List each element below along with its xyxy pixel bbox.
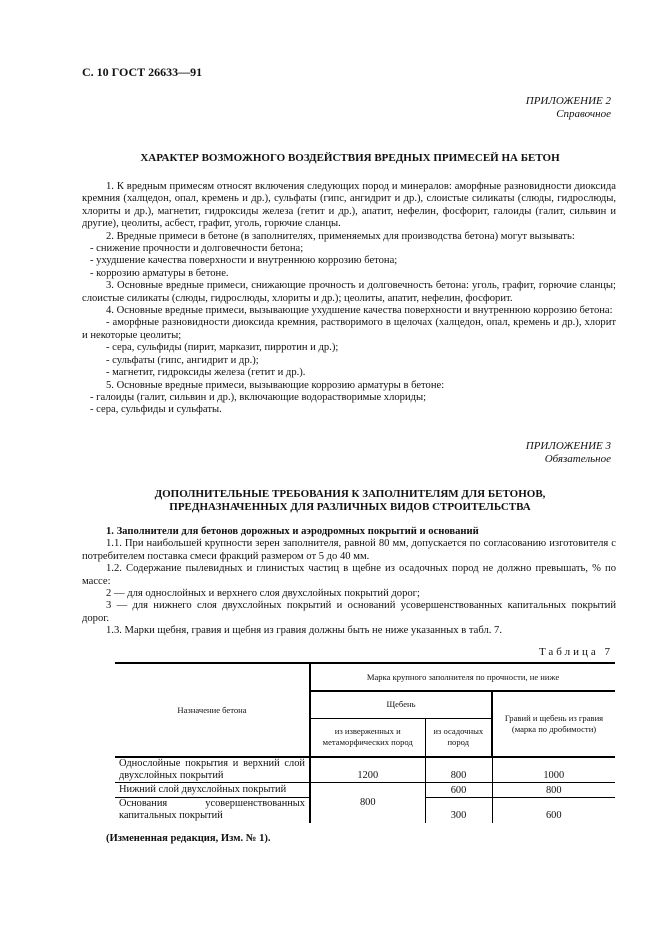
list-item: - ухудшение качества поверхности и внутреннюю коррозию бетона; [90, 255, 398, 267]
appendix-2-label [526, 95, 611, 121]
appendix-status: Справочное [556, 108, 611, 120]
cell-gravel: 800 [492, 783, 615, 798]
paragraph: 1.1. При наибольшей крупности зерен заполнителя, равной 80 мм, допускается по согласованию изготовителя с потребителем поставка смеси фракций размером от 5 до 40 мм. [82, 538, 616, 562]
header-sedimentary: из осадочных пород [425, 718, 492, 757]
appendix-3-title [82, 488, 618, 514]
amendment-note: (Измененная редакция, Изм. № 1). [106, 833, 271, 844]
table-caption: Таблица 7 [538, 646, 613, 658]
page-header: С. 10 ГОСТ 26633—91 [82, 65, 203, 79]
list-item: - магнетит, гидроксиды железа (гетит и др.). [106, 367, 306, 379]
paragraph: 5. Основные вредные примеси, вызывающие коррозию арматуры в бетоне: [106, 379, 445, 391]
paragraph: 2. Вредные примеси в бетоне (в заполнителях, применяемых для производства бетона) могут вызывать: [106, 230, 575, 242]
paragraph: 1.2. Содержание пылевидных и глинистых частиц в щебне из осадочных пород не должно превышать, % по массе: [82, 563, 616, 587]
paragraph: 1. К вредным примесям относят включения следующих пород и минералов: аморфные разновидности диоксида кремния (халцедон, опал, кремень и др.), сульфаты (гипс, ангидрит и др.), слоистые силикаты (слюды, гидрослюды, хлориты и др.), магнетит, гидроксиды железа (гетит и др.), апатит, нефелин, фосфорит, галоиды (галит, сильвин и другие), цеолиты, асбест, графит, уголь, горючие сланцы. [82, 181, 616, 230]
list-item: - сера, сульфиды (пирит, марказит, пирротин и др.); [106, 342, 339, 354]
appendix-label: ПРИЛОЖЕНИЕ 2 [525, 95, 611, 107]
paragraph: 4. Основные вредные примеси, вызывающие ухудшение качества поверхности и внутреннюю коррозию бетона: [106, 305, 613, 317]
cell-sedimentary: 300 [425, 798, 492, 823]
appendix-3-label [526, 440, 611, 466]
list-item: - коррозию арматуры в бетоне. [90, 267, 229, 279]
header-purpose: Назначение бетона [115, 663, 310, 757]
section-heading: 1. Заполнители для бетонов дорожных и аэродромных покрытий и оснований [106, 526, 479, 537]
table-7 [115, 662, 615, 823]
paragraph: 2 — для однослойных и верхнего слоя двухслойных покрытий дорог; [106, 588, 420, 600]
appendix-status: Обязательное [544, 453, 611, 465]
list-item: - снижение прочности и долговечности бетона; [90, 243, 304, 255]
cell-gravel: 600 [492, 798, 615, 823]
cell-purpose: Нижний слой двухслойных покрытий [115, 783, 310, 798]
header-crushed-stone: Щебень [310, 691, 492, 718]
cell-gravel: 1000 [492, 757, 615, 783]
table-row [115, 757, 615, 783]
header-igneous: из изверженных и метаморфических пород [310, 718, 425, 757]
list-item: - сульфаты (гипс, ангидрит и др.); [106, 354, 259, 366]
paragraph: 3. Основные вредные примеси, снижающие прочность и долговечность бетона: уголь, графит, горючие сланцы; слоистые силикаты (слюды, гидрослюды, хлориты и др.); цеолиты, апатит, нефелин, фосфорит. [82, 280, 616, 304]
cell-sedimentary: 600 [425, 783, 492, 798]
appendix-2-body [82, 181, 616, 417]
paragraph: 3 — для нижнего слоя двухслойных покрытий и оснований усовершенствованных капитальных покрытий дорог. [82, 600, 616, 624]
table-row [115, 783, 615, 798]
title-line: ДОПОЛНИТЕЛЬНЫЕ ТРЕБОВАНИЯ К ЗАПОЛНИТЕЛЯМ ДЛЯ БЕТОНОВ, [154, 488, 546, 500]
header-gravel: Гравий и щебень из гравия (марка по дробимости) [492, 691, 615, 757]
header-grade: Марка крупного заполнителя по прочности, не ниже [310, 663, 615, 691]
appendix-3-body [82, 526, 616, 638]
list-item: - сера, сульфиды и сульфаты. [90, 404, 222, 416]
appendix-label: ПРИЛОЖЕНИЕ 3 [525, 440, 611, 452]
appendix-2-title: ХАРАКТЕР ВОЗМОЖНОГО ВОЗДЕЙСТВИЯ ВРЕДНЫХ ПРИМЕСЕЙ НА БЕТОН [140, 152, 560, 164]
cell-purpose: Основания усовершенствованных капитальных покрытий [115, 798, 310, 823]
cell-igneous: 800 [310, 783, 425, 823]
title-line: ПРЕДНАЗНАЧЕННЫХ ДЛЯ РАЗЛИЧНЫХ ВИДОВ СТРОИТЕЛЬСТВА [169, 501, 531, 513]
paragraph: 1.3. Марки щебня, гравия и щебня из гравия должны быть не ниже указанных в табл. 7. [106, 625, 502, 637]
cell-igneous: 1200 [310, 757, 425, 783]
list-item: - галоиды (галит, сильвин и др.), включающие водорастворимые хлориды; [90, 391, 427, 403]
list-item: - аморфные разновидности диоксида кремния, растворимого в щелочах (халцедон, опал, кремень и др.), хлорит и некоторые цеолиты; [82, 317, 616, 341]
cell-purpose: Однослойные покрытия и верхний слой двухслойных покрытий [115, 757, 310, 783]
cell-sedimentary: 800 [425, 757, 492, 783]
